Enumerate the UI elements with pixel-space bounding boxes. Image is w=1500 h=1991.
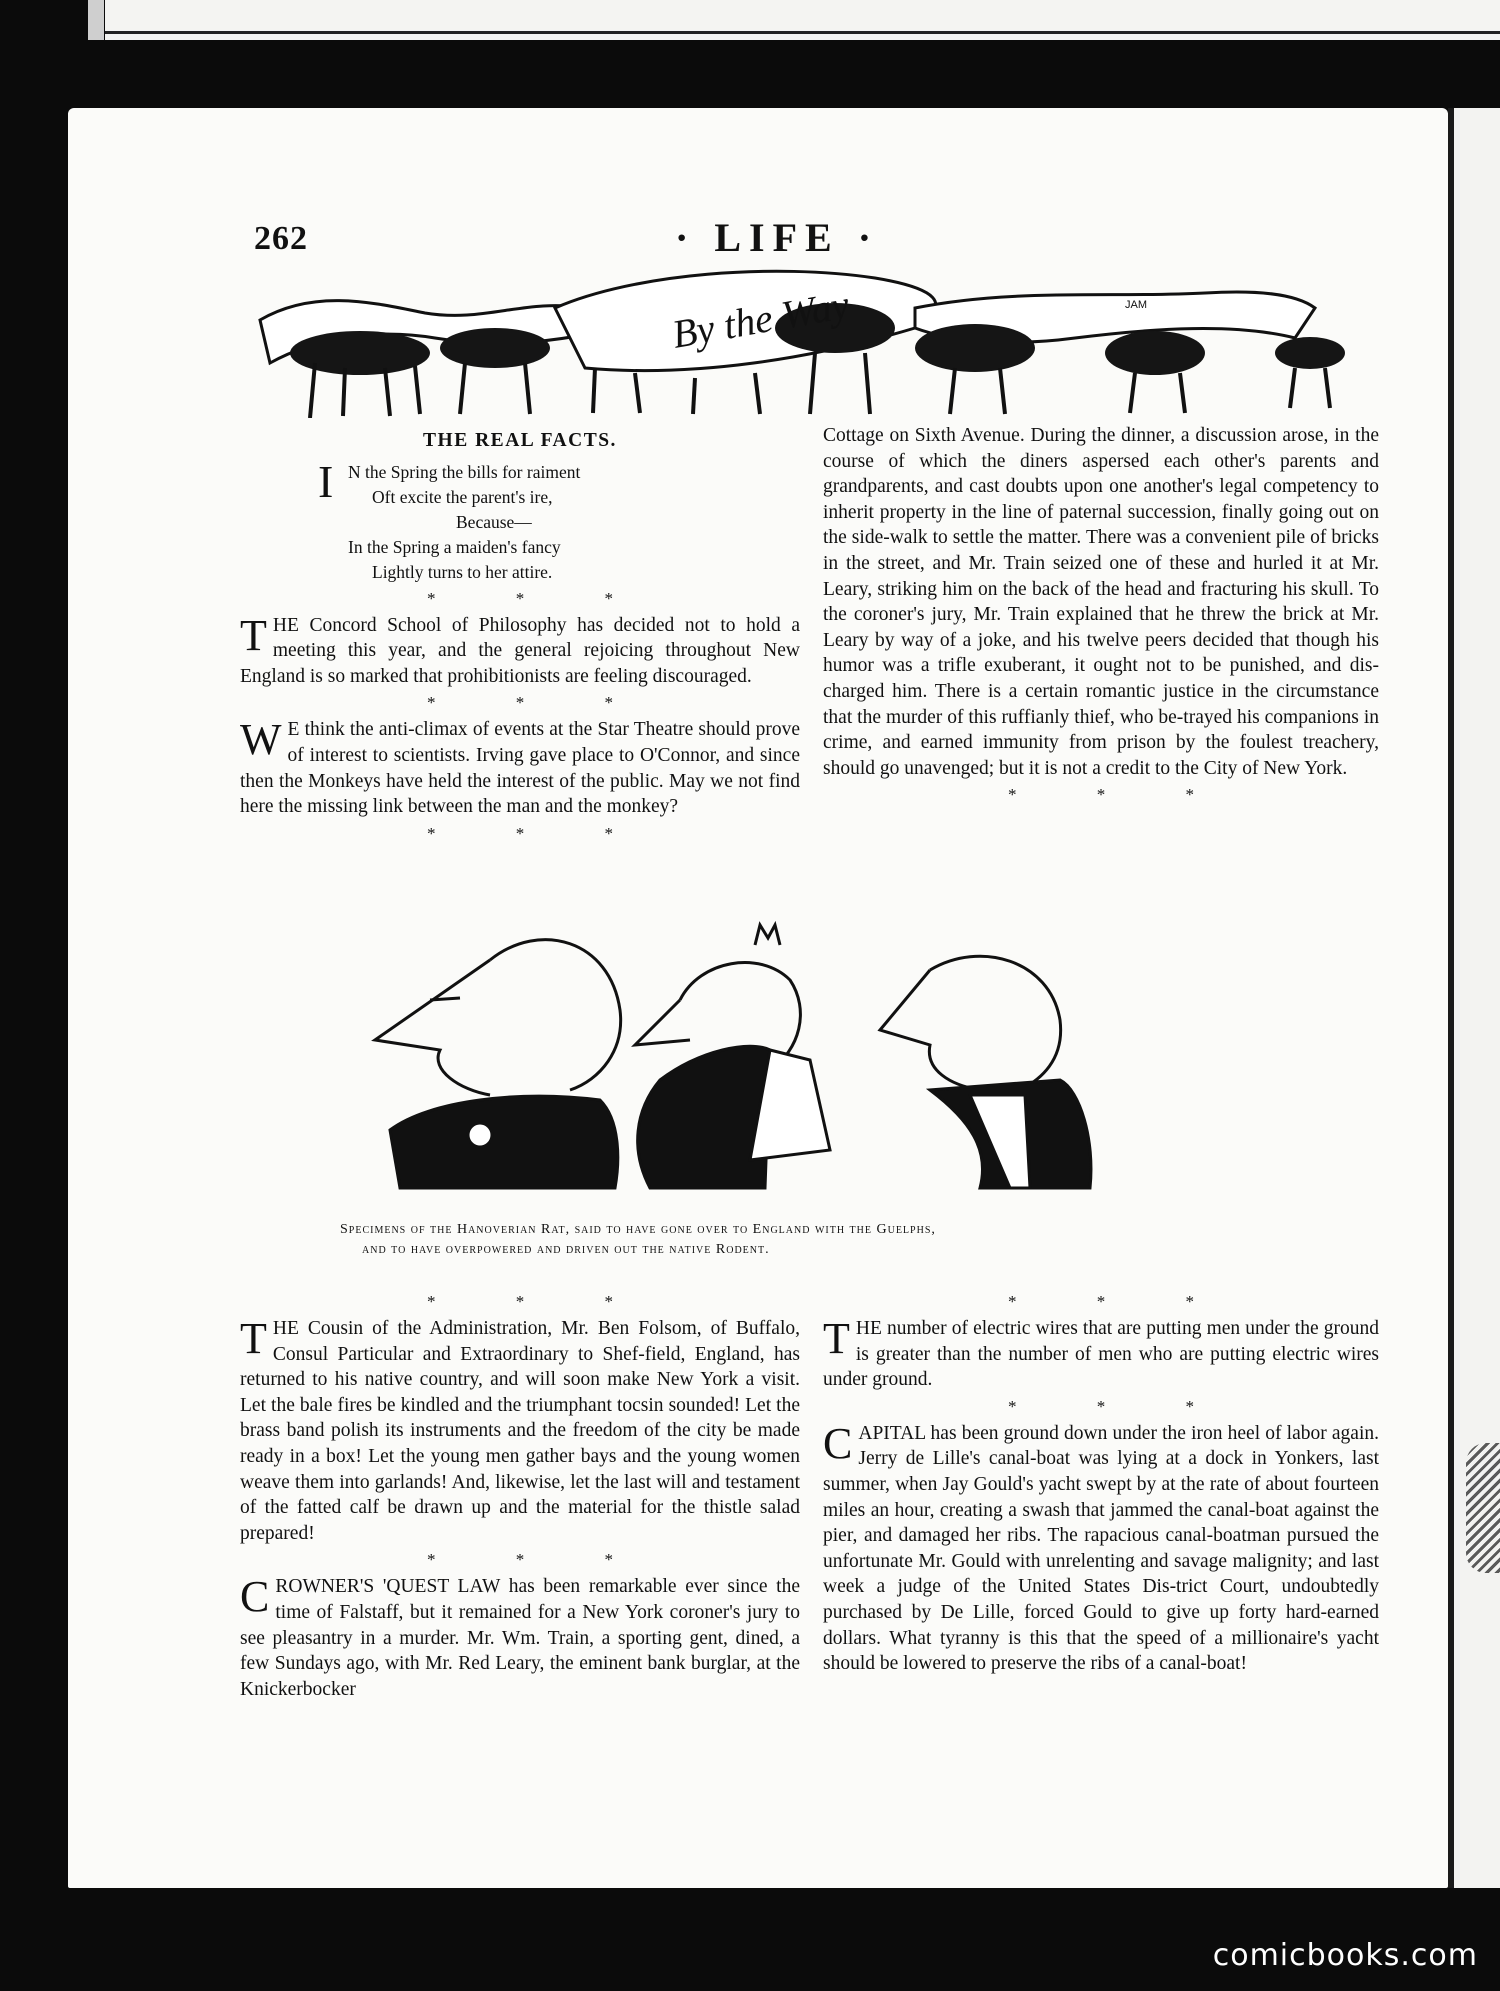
poem-line: In the Spring a maiden's fancy — [348, 536, 561, 557]
right-column-top — [823, 423, 1379, 809]
caption-line: and to have overpowered and driven out the native Rodent. — [362, 1242, 770, 1257]
section-separator: * * * — [427, 1292, 651, 1311]
paragraph-capital: CAPITAL has been ground down under the iron heel of labor again. Jerry de Lille's canal-boat was lying at a dock in Yonkers, last summer, when Jay Gould's yacht swept by at the rate of about fourteen miles an hour, creating a swash that jammed the canal-boat against the pier, and damaged her ribs. The rapacious canal-boatman pursued the unfortunate Mr. Gould with unrelenting and savage malignity; and last week a judge of the United States Dis-trict Court, undoubtedly purchased by De Lille, forced Gould to give up forty hard-earned dollars. What tyranny is this that the speed of a millionaire's yacht should be lowered to preserve the ribs of a canal-boat! — [823, 1418, 1379, 1675]
page-number: 262 — [254, 220, 308, 257]
drop-cap: T — [823, 1314, 850, 1363]
masthead-title: · LIFE · — [675, 215, 880, 260]
poem — [318, 455, 800, 585]
drop-cap: C — [240, 1572, 270, 1622]
paragraph-folsom: THE Cousin of the Administration, Mr. Ben Folsom, of Buffalo, Consul Particular and Extraordinary to Shef-field, England, has returned to his native country, and will soon make New York a visit. Let the bale fires be kindled and the triumphant tocsin sounded! Let the brass band polish its instruments and the freedom of the city be made ready in a box! Let the young men gather bays and the young women weave them into garlands! And, likewise, let the last will and testament of the fatted calf be drawn up and the material for the thistle salad prepared! — [240, 1314, 800, 1544]
poem-initial: I — [318, 455, 334, 507]
poem-title: THE REAL FACTS. — [423, 430, 617, 451]
section-separator: * * * — [1008, 1396, 1232, 1416]
section-separator: * * * — [427, 693, 651, 713]
previous-page-edge — [88, 0, 104, 40]
caption-line: Specimens of the Hanoverian Rat, said to have gone over to England with the Guelphs, — [340, 1222, 936, 1237]
right-column-bottom — [823, 1288, 1379, 1677]
left-column-top — [240, 428, 800, 848]
drop-cap: W — [240, 715, 282, 765]
watermark-text: comicbooks.com — [1212, 1938, 1478, 1973]
poem-line: Lightly turns to her attire. — [372, 561, 553, 582]
section-separator: * * * — [427, 823, 651, 843]
poem-line: Because— — [456, 511, 532, 532]
paragraph-star-theatre: W E think the anti-climax of events at the Star Theatre should prove of interest to scientists. Irving gave place to O'Connor, and since then the Monkeys have held the interest of the public. May we not find here the missing link between the man and the monkey? — [240, 715, 800, 818]
paragraph-concord: THE Concord School of Philosophy has decided not to hold a meeting this year, and the general rejoicing throughout New England is so marked that prohibitionists are feeling discouraged. — [240, 610, 800, 687]
drop-cap: C — [823, 1418, 853, 1468]
section-separator: * * * — [427, 588, 651, 608]
cartoon-figure-right — [880, 956, 1091, 1188]
cartoon-caption — [340, 1220, 1280, 1260]
next-page-sketch — [1466, 1443, 1500, 1573]
banner-text: By the Way — [668, 281, 853, 357]
paragraph-electric-wires: THE number of electric wires that are putting men under the ground is greater than the number of men who are putting electric wires under ground. — [823, 1314, 1379, 1391]
cartoon-figure-left — [375, 940, 621, 1188]
by-the-way-banner-illustration — [255, 268, 1375, 418]
section-separator: * * * — [1008, 1292, 1232, 1311]
banner-signature: JAM — [1125, 299, 1147, 311]
next-page-edge — [1448, 108, 1500, 1888]
paragraph-crowner: CROWNER'S 'QUEST LAW has been remarkable ever since the time of Falstaff, but it remained for a New York coroner's jury to see pleasantry in a murder. Mr. Wm. Train, a sporting gent, dined, a few Sundays ago, with Mr. Red Leary, the eminent bank burglar, at the Knickerbocker — [240, 1572, 800, 1700]
hanoverian-rat-cartoon — [370, 920, 1160, 1190]
cartoon-figure-center — [635, 925, 830, 1188]
poem-line: N the Spring the bills for raiment — [348, 461, 581, 482]
section-separator: * * * — [1008, 785, 1232, 805]
previous-page-strip — [105, 0, 1500, 40]
paragraph-knickerbocker-continued: Cottage on Sixth Avenue. During the dinner, a discussion arose, in the course of which the diners aspersed each other's parents and grandparents, and cast doubts upon one another's legal competency to inherit property in the line of paternal succession, finally going out on the side-walk to settle the matter. There was a convenient pile of bricks in the street, and Mr. Train seized one of these and hurled it at Mr. Leary, striking him on the back of the head and fracturing his skull. To the coroner's jury, Mr. Train explained that he threw the brick at Mr. Leary by way of a joke, and his twelve peers decided that though his humor was a trifle exuberant, it ought not to be punished, and dis-charged him. There is a certain romantic justice in the circumstance that the murder of this ruffianly thief, who be-trayed his companions in crime, and earned immunity from prison by the foulest treachery, should go unavenged; but it is not a credit to the City of New York. — [823, 425, 1379, 779]
drop-cap: T — [240, 610, 267, 660]
poem-line: Oft excite the parent's ire, — [372, 486, 553, 507]
drop-cap: T — [240, 1314, 267, 1363]
left-column-bottom — [240, 1288, 800, 1702]
section-separator: * * * — [427, 1550, 651, 1570]
